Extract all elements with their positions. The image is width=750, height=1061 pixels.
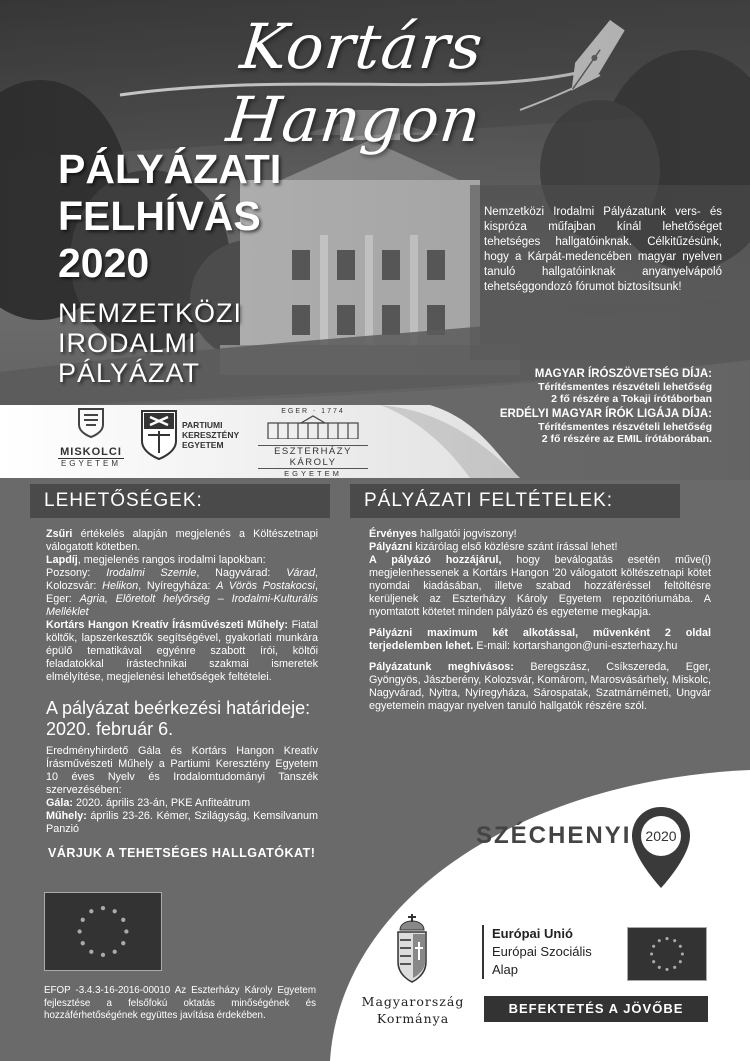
call-subtitle-line-1: NEMZETKÖZI xyxy=(58,298,242,328)
eu-line: Európai Unió xyxy=(492,926,573,941)
prize-title: ERDÉLYI MAGYAR ÍRÓK LIGÁJA DÍJA: xyxy=(499,408,712,420)
call-title-line-3: 2020 xyxy=(58,240,150,286)
intro-text: Nemzetközi Irodalmi Pályázatunk vers- és kispróza műfajban kínál lehetőséget tehetséges hallgatóinknak. Célkitűzésünk, hogy a Kárpát-medencében magyar nyelven tanuló hallgatóinknak anyanyelvápoló tehetséggondozó fórumot biztosítsunk! xyxy=(484,206,722,293)
call-subtitle-line-3: PÁLYÁZAT xyxy=(58,358,201,388)
logo-miskolc-sub: EGYETEM xyxy=(58,458,124,468)
star-icon xyxy=(650,952,653,955)
slogan: VÁRJUK A TEHETSÉGES HALLGATÓKAT! xyxy=(48,846,316,860)
conditions-text xyxy=(369,528,711,713)
conditions-heading: PÁLYÁZATI FELTÉTELEK: xyxy=(350,484,680,518)
government-name xyxy=(358,993,468,1027)
star-icon xyxy=(679,945,682,948)
star-icon xyxy=(681,952,684,955)
star-icon xyxy=(658,966,661,969)
condition-first-publication: Pályázni kizárólag első közlésre szánt írással lehet! xyxy=(369,541,618,553)
efop-project-text: EFOP -3.4.3-16-2016-00010 Az Eszterházy Károly Egyetem fejlesztése a felsőfokú oktatás minőségének és hozzáférhetőségének együttes javítása érdekében. xyxy=(44,985,316,1021)
logo-partium-line: EGYETEM xyxy=(182,440,224,450)
star-icon xyxy=(113,950,117,954)
logo-partium-line: KERESZTÉNY xyxy=(182,430,240,440)
brand-title: Kortárs Hangon xyxy=(223,10,487,156)
prize-line: Térítésmentes részvételi lehetőség xyxy=(538,420,712,433)
invest-in-future-banner: BEFEKTETÉS A JÖVŐBE xyxy=(484,996,708,1022)
star-icon xyxy=(673,939,676,942)
call-subtitle-line-2: IRODALMI xyxy=(58,328,197,358)
deadline-label: A pályázat beérkezési határideje: xyxy=(46,698,311,718)
condition-enrollment: Érvényes hallgatói jogviszony! xyxy=(369,528,517,540)
star-icon xyxy=(658,939,661,942)
eu-fund-label xyxy=(482,925,612,979)
logo-eszterhazy-sub: EGYETEM xyxy=(284,469,342,478)
star-icon xyxy=(665,968,668,971)
opportunity-magazine-prize: Lapdíj, megjelenés rangos irodalmi lapokban: xyxy=(46,554,266,566)
logo-partium-line: PARTIUMI xyxy=(182,420,223,430)
star-icon xyxy=(81,941,85,945)
star-icon xyxy=(81,918,85,922)
opportunities-text xyxy=(46,528,318,684)
event-gala: Gála: 2020. április 23-án, PKE Anfiteátrum xyxy=(46,797,251,809)
star-icon xyxy=(679,960,682,963)
logo-eszterhazy-top: EGER ⋅ 1774 xyxy=(281,408,345,415)
government-line: Kormánya xyxy=(376,1011,450,1026)
government-line: Magyarország xyxy=(361,994,465,1009)
deadline-date: 2020. február 6. xyxy=(46,719,174,739)
star-icon xyxy=(673,966,676,969)
opportunity-jury: Zsűri értékelés alapján megjelenés a Költészetnapi válogatott kötetben. xyxy=(46,528,318,553)
szechenyi-year: 2020 xyxy=(645,828,677,844)
call-title-line-2: FELHÍVÁS xyxy=(58,193,261,239)
star-icon xyxy=(652,945,655,948)
event-info xyxy=(46,745,318,836)
opportunity-magazine-list: Pozsony: Irodalmi Szemle, Nagyvárad: Várad, Kolozsvár: Helikon, Nyíregyháza: A Vörös Postakocsi, Eger: Agria, Előretolt helyőrség – Irodalmi-Kulturális Melléklet xyxy=(46,567,318,618)
event-description: Eredményhirdető Gála és Kortárs Hangon Kreatív Írásművészeti Műhely a Partiumi Keresztény Egyetem 10 éves Nyelv és Irodalomtudományi Tanszék szervezésében: xyxy=(46,745,318,796)
deadline xyxy=(46,698,326,740)
star-icon xyxy=(665,937,668,940)
location-pin-icon xyxy=(630,805,692,890)
opportunity-workshop: Kortárs Hangon Kreatív Írásművészeti Műhely: Fiatal költők, lapszerkesztők segítségével, gyakorlati munkára épülő tematikával egyénre szabott írói, költői feladatokkal írástechnikai szakmai ismeretek elmélyítése, megjelenési lehetőségek feltételei. xyxy=(46,619,318,683)
eu-flag-icon xyxy=(44,892,162,971)
star-icon xyxy=(652,960,655,963)
coat-of-arms-icon xyxy=(392,912,432,986)
star-icon xyxy=(113,909,117,913)
eu-line: Alap xyxy=(492,962,519,977)
prize-line: 2 fő részére az EMIL írótáborában. xyxy=(541,433,712,445)
star-icon xyxy=(121,918,125,922)
eu-line: Európai Szociális xyxy=(492,944,592,959)
star-icon xyxy=(101,906,105,910)
logo-miskolc-name: MISKOLCI xyxy=(60,446,122,458)
star-icon xyxy=(77,929,81,933)
call-title-line-1: PÁLYÁZATI xyxy=(58,146,282,192)
szechenyi-label: SZÉCHENYI xyxy=(476,822,632,849)
star-icon xyxy=(89,950,93,954)
star-icon xyxy=(124,929,128,933)
event-workshop: Műhely: április 23-26. Kémer, Szilágyság, Kemsilvanum Panzió xyxy=(46,810,318,835)
star-icon xyxy=(89,909,93,913)
logo-eszterhazy-name: ESZTERHÁZY KÁROLY xyxy=(258,445,368,469)
prize-title: MAGYAR ÍRÓSZÖVETSÉG DÍJA: xyxy=(534,368,712,380)
opportunities-heading: LEHETŐSÉGEK: xyxy=(30,484,330,518)
prize-line: Térítésmentes részvételi lehetőség xyxy=(538,380,712,393)
condition-consent: A pályázó hozzájárul, hogy beválogatás esetén műve(i) megjelenhessenek a Kortárs Hangon '20 válogatott költészetnapi kötet nyomdai kiadásában, illetve szabad hozzáféréssel feltöltésre kerüljenek az Eszterházy Károly Egyetem repozitóriumába. A nyomtatott kötetet minden pályázó és egyeteme megkapja. xyxy=(369,554,711,618)
prize-line: 2 fő részére a Tokaji írótáborban xyxy=(551,393,712,405)
condition-invited: Pályázatunk meghívásos: Beregszász, Csíkszereda, Eger, Gyöngyös, Jászberény, Kolozsvár, Komárom, Marosvásárhely, Miskolc, Nagyvárad, Nyitra, Nyíregyháza, Sárospatak, Szatmárnémeti, Ungvár egyetemein magyar nyelven tanuló hallgatók részére szól. xyxy=(369,661,711,712)
condition-limit: Pályázni maximum két alkotással, művenként 2 oldal terjedelemben lehet. E-mail: kortarshangon@uni-eszterhazy.hu xyxy=(369,627,711,652)
star-icon xyxy=(121,941,125,945)
eu-flag-icon xyxy=(627,927,707,981)
star-icon xyxy=(101,953,105,957)
